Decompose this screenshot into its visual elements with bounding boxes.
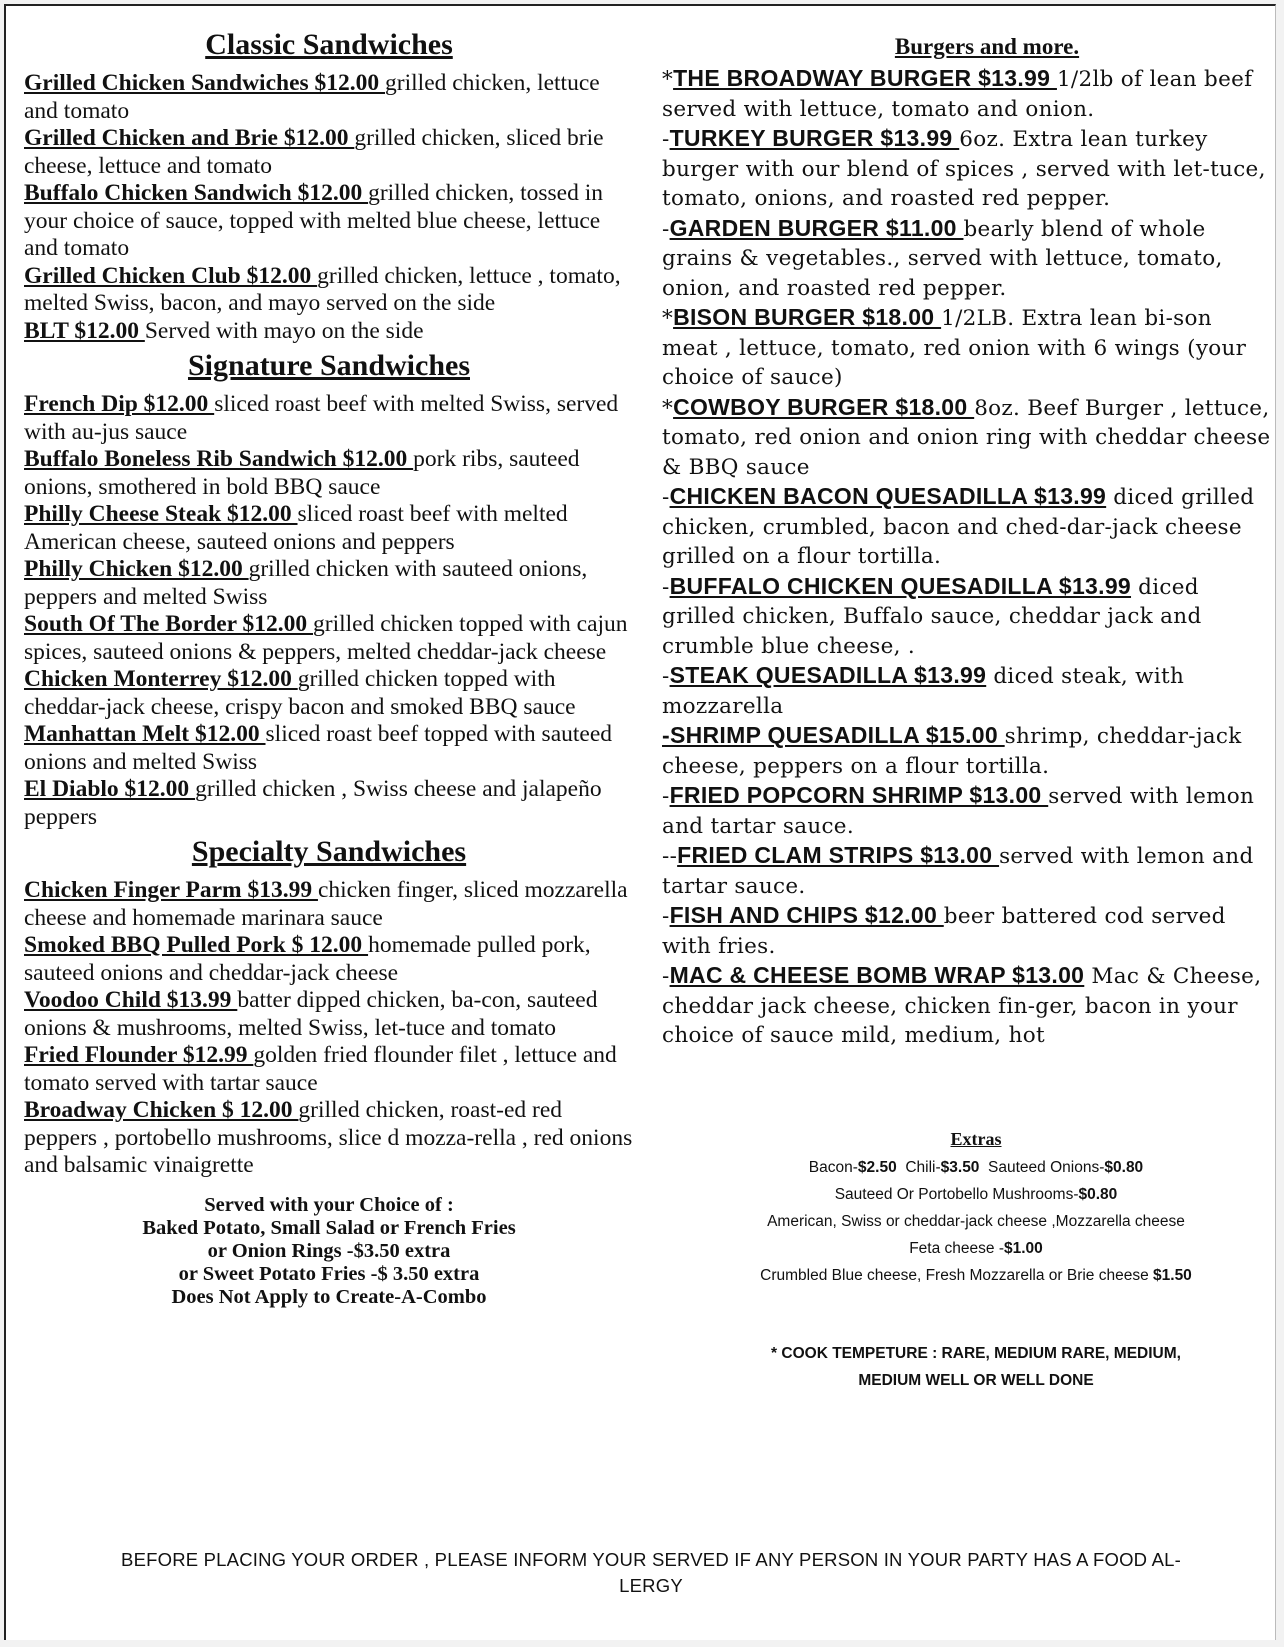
item-name: Smoked BBQ Pulled Pork $ 12.00: [24, 932, 369, 958]
extra-label: Sauteed Or Portobello Mushrooms-: [834, 1186, 1079, 1203]
extra-price: $0.80: [1078, 1186, 1118, 1203]
menu-item-broadway-burger: [662, 64, 1272, 124]
allergy-notice: [66, 1547, 1236, 1599]
item-prefix: -: [662, 784, 670, 809]
served-with-line: Served with your Choice of :: [204, 1193, 454, 1216]
classic-sandwiches-title: Classic Sandwiches: [205, 28, 453, 61]
item-name: THE BROADWAY BURGER $13.99: [673, 65, 1057, 91]
signature-sandwiches-list: [24, 391, 634, 831]
extra-label: Feta cheese -: [909, 1240, 1004, 1257]
served-with-line: Baked Potato, Small Salad or French Fries: [142, 1216, 516, 1239]
menu-item-fried-popcorn-shrimp: [662, 781, 1272, 841]
menu-item-french-dip: [24, 391, 634, 446]
extras-line: [706, 1262, 1246, 1289]
item-description: batter dipped chicken, ba-con, sauteed onions & mushrooms, melted Swiss, let-tuce and tomato: [24, 987, 598, 1041]
menu-item-buffalo-chicken-sandwich: [24, 180, 634, 263]
menu-item-fried-flounder: [24, 1042, 634, 1097]
item-description: beer battered cod served with fries.: [662, 904, 1226, 959]
item-prefix: -: [662, 574, 670, 600]
menu-item-steak-quesadilla: [662, 661, 1272, 721]
item-name: El Diablo $12.00: [24, 776, 196, 802]
item-description: grilled chicken , Swiss cheese and jalapeño peppers: [24, 776, 602, 830]
menu-item-philly-cheese-steak: [24, 501, 634, 556]
item-prefix: --: [662, 844, 678, 869]
item-description: sliced roast beef with melted American cheese, sauteed onions and peppers: [24, 501, 568, 555]
item-description: served with lemon and tartar sauce.: [662, 784, 1255, 839]
item-description: golden fried flounder filet , lettuce and tomato served with tartar sauce: [24, 1042, 617, 1096]
item-name: Grilled Chicken Club $12.00: [24, 262, 318, 289]
item-name: Manhattan Melt $12.00: [24, 721, 266, 747]
extra-label: Crumbled Blue cheese, Fresh Mozzarella or Brie cheese: [760, 1267, 1154, 1284]
item-description: grilled chicken, lettuce , tomato, melted Swiss, bacon, and mayo served on the side: [24, 262, 621, 316]
item-description: grilled chicken, lettuce and tomato: [24, 70, 600, 124]
menu-item-voodoo-child: [24, 987, 634, 1042]
menu-item-garden-burger: [662, 214, 1272, 304]
menu-item-philly-chicken: [24, 556, 634, 611]
item-description: Served with mayo on the side: [144, 317, 424, 344]
served-with-line: or Onion Rings -$3.50 extra: [207, 1239, 451, 1262]
extras-section: [706, 1128, 1246, 1289]
item-name: Voodoo Child $13.99: [24, 987, 238, 1013]
item-name: Philly Cheese Steak $12.00: [24, 501, 298, 527]
item-name: Broadway Chicken $ 12.00: [24, 1097, 299, 1123]
extra-label: Bacon-: [808, 1159, 858, 1176]
item-prefix: -: [662, 127, 670, 152]
item-name: -SHRIMP QUESADILLA $15.00: [662, 722, 1005, 748]
served-with-line: or Sweet Potato Fries -$ 3.50 extra: [178, 1262, 480, 1285]
extra-price: $0.80: [1104, 1159, 1144, 1176]
cook-temperature-note: [706, 1340, 1246, 1394]
menu-item-chicken-bacon-quesadilla: [662, 482, 1272, 572]
item-prefix: -: [662, 216, 670, 242]
item-description: 1/2lb of lean beef served with lettuce, tomato and onion.: [662, 67, 1253, 122]
extras-line: [706, 1235, 1246, 1262]
item-description: bearly blend of whole grains & vegetables., served with lettuce, tomato, onion, and roasted red pepper.: [662, 216, 1223, 301]
menu-item-mac-cheese-bomb-wrap: [662, 961, 1272, 1051]
extras-line: [706, 1154, 1246, 1181]
item-description: Mac & Cheese, cheddar jack cheese, chicken fin-ger, bacon in your choice of sauce mild, medium, hot: [662, 964, 1262, 1048]
left-column: [24, 24, 634, 1309]
item-name: Philly Chicken $12.00: [24, 556, 249, 582]
extras-title: Extras: [950, 1129, 1002, 1149]
item-description: shrimp, cheddar-jack cheese, peppers on a flour tortilla.: [662, 724, 1242, 779]
item-prefix: *: [662, 395, 674, 421]
item-description: pork ribs, sauteed onions, smothered in bold BBQ sauce: [24, 446, 580, 500]
menu-item-smoked-bbq-pulled-pork: [24, 932, 634, 987]
item-description: sliced roast beef with melted Swiss, served with au-jus sauce: [24, 391, 619, 445]
menu-item-fish-and-chips: [662, 901, 1272, 961]
item-name: FISH AND CHIPS $12.00: [669, 902, 944, 928]
extras-line: [706, 1181, 1246, 1208]
item-description: diced grilled chicken, crumbled, bacon and ched-dar-jack cheese grilled on a flour tortilla.: [662, 485, 1255, 569]
item-name: Grilled Chicken and Brie $12.00: [24, 125, 355, 151]
cook-line: MEDIUM WELL OR WELL DONE: [858, 1372, 1094, 1389]
extra-price: $2.50: [857, 1159, 897, 1176]
extra-price: $1.00: [1003, 1240, 1043, 1257]
item-description: diced grilled chicken, Buffalo sauce, cheddar jack and crumble blue cheese, .: [662, 574, 1202, 659]
menu-item-manhattan-melt: [24, 721, 634, 776]
extra-label: Sauteed Onions-: [979, 1159, 1105, 1176]
menu-item-blt: [24, 318, 634, 346]
menu-item-shrimp-quesadilla: [662, 721, 1272, 781]
item-prefix: *: [662, 67, 674, 92]
served-with-note: [24, 1194, 634, 1309]
item-name: Buffalo Chicken Sandwich $12.00: [24, 180, 369, 206]
served-with-line: Does Not Apply to Create-A-Combo: [171, 1285, 487, 1308]
item-description: diced steak, with mozzarella: [662, 664, 1185, 719]
extra-price: $1.50: [1153, 1267, 1192, 1284]
menu-item-chicken-monterrey: [24, 666, 634, 721]
burgers-title: Burgers and more.: [894, 34, 1080, 59]
item-description: chicken finger, sliced mozzarella cheese and homemade marinara sauce: [24, 877, 628, 931]
signature-sandwiches-title: Signature Sandwiches: [187, 349, 470, 382]
item-name: COWBOY BURGER $18.00: [673, 393, 975, 420]
menu-item-chicken-finger-parm: [24, 877, 634, 932]
item-description: sliced roast beef topped with sauteed onions and melted Swiss: [24, 721, 613, 775]
item-prefix: -: [662, 964, 670, 989]
extras-line: American, Swiss or cheddar-jack cheese ,Mozzarella cheese: [767, 1213, 1185, 1230]
menu-item-grilled-chicken-club: [24, 263, 634, 318]
extra-price: $3.50: [940, 1159, 980, 1176]
item-prefix: *: [662, 306, 674, 331]
item-description: grilled chicken, roast-ed red peppers , portobello mushrooms, slice d mozza-rella , red onions and balsamic vinaigrette: [24, 1097, 633, 1178]
item-prefix: -: [662, 664, 670, 689]
menu-item-bison-burger: [662, 303, 1272, 393]
item-description: grilled chicken, tossed in your choice of sauce, topped with melted blue cheese, lettuce and tomato: [24, 180, 604, 261]
item-name: Grilled Chicken Sandwiches $12.00: [24, 70, 386, 96]
allergy-line: LERGY: [619, 1575, 683, 1596]
menu-item-buffalo-boneless-rib: [24, 446, 634, 501]
item-description: grilled chicken topped with cajun spices, sauteed onions & peppers, melted cheddar-jack cheese: [24, 611, 628, 665]
menu-item-cowboy-burger: [662, 393, 1272, 483]
item-name: TURKEY BURGER $13.99: [669, 125, 960, 151]
item-name: BISON BURGER $18.00: [673, 304, 942, 330]
menu-item-grilled-chicken-brie: [24, 125, 634, 180]
item-description: grilled chicken with sauteed onions, peppers and melted Swiss: [24, 556, 588, 610]
item-name: South Of The Border $12.00: [24, 611, 313, 637]
item-name: BLT $12.00: [24, 317, 145, 344]
menu-item-broadway-chicken: [24, 1097, 634, 1180]
specialty-sandwiches-list: [24, 877, 634, 1180]
specialty-sandwiches-title: Specialty Sandwiches: [191, 835, 467, 868]
item-name: MAC & CHEESE BOMB WRAP $13.00: [669, 962, 1085, 988]
item-description: grilled chicken topped with cheddar-jack cheese, crispy bacon and smoked BBQ sauce: [24, 666, 576, 720]
burgers-list: [662, 64, 1272, 1051]
item-prefix: -: [662, 485, 670, 510]
classic-sandwiches-list: [24, 70, 634, 345]
item-name: BUFFALO CHICKEN QUESADILLA $13.99: [669, 572, 1132, 599]
item-name: FRIED CLAM STRIPS $13.00: [677, 842, 1000, 868]
item-description: grilled chicken, sliced brie cheese, lettuce and tomato: [24, 125, 604, 179]
item-description: served with lemon and tartar sauce.: [662, 844, 1254, 899]
menu-item-grilled-chicken-sandwiches: [24, 70, 634, 125]
item-name: STEAK QUESADILLA $13.99: [669, 662, 987, 688]
menu-item-el-diablo: [24, 776, 634, 831]
item-name: CHICKEN BACON QUESADILLA $13.99: [669, 483, 1107, 509]
menu-item-south-of-the-border: [24, 611, 634, 666]
item-name: Fried Flounder $12.99: [24, 1042, 254, 1068]
menu-item-turkey-burger: [662, 124, 1272, 214]
item-name: Chicken Monterrey $12.00: [24, 666, 298, 692]
item-name: French Dip $12.00: [24, 391, 215, 417]
item-name: GARDEN BURGER $11.00: [669, 214, 964, 241]
item-description: homemade pulled pork, sauteed onions and cheddar-jack cheese: [24, 932, 591, 986]
item-name: Chicken Finger Parm $13.99: [24, 877, 318, 903]
item-name: FRIED POPCORN SHRIMP $13.00: [669, 782, 1049, 808]
menu-item-fried-clam-strips: [662, 841, 1272, 901]
right-column: [662, 34, 1272, 1051]
menu-page: [4, 4, 1276, 1640]
item-prefix: -: [662, 904, 670, 929]
cook-line: * COOK TEMPETURE : RARE, MEDIUM RARE, MEDIUM,: [771, 1345, 1181, 1362]
item-description: 6oz. Extra lean turkey burger with our blend of spices , served with let-tuce, tomato, onions, and roasted red pepper.: [662, 127, 1266, 211]
item-description: 1/2LB. Extra lean bi-son meat , lettuce, tomato, red onion with 6 wings (your choice of sauce): [662, 306, 1247, 390]
extra-label: Chili-: [896, 1159, 941, 1176]
item-description: 8oz. Beef Burger , lettuce, tomato, red onion and onion ring with cheddar cheese & BBQ sauce: [662, 395, 1271, 480]
item-name: Buffalo Boneless Rib Sandwich $12.00: [24, 446, 414, 472]
allergy-line: BEFORE PLACING YOUR ORDER , PLEASE INFORM YOUR SERVED IF ANY PERSON IN YOUR PARTY HAS A FOOD AL-: [121, 1549, 1181, 1570]
menu-item-buffalo-chicken-quesadilla: [662, 572, 1272, 662]
